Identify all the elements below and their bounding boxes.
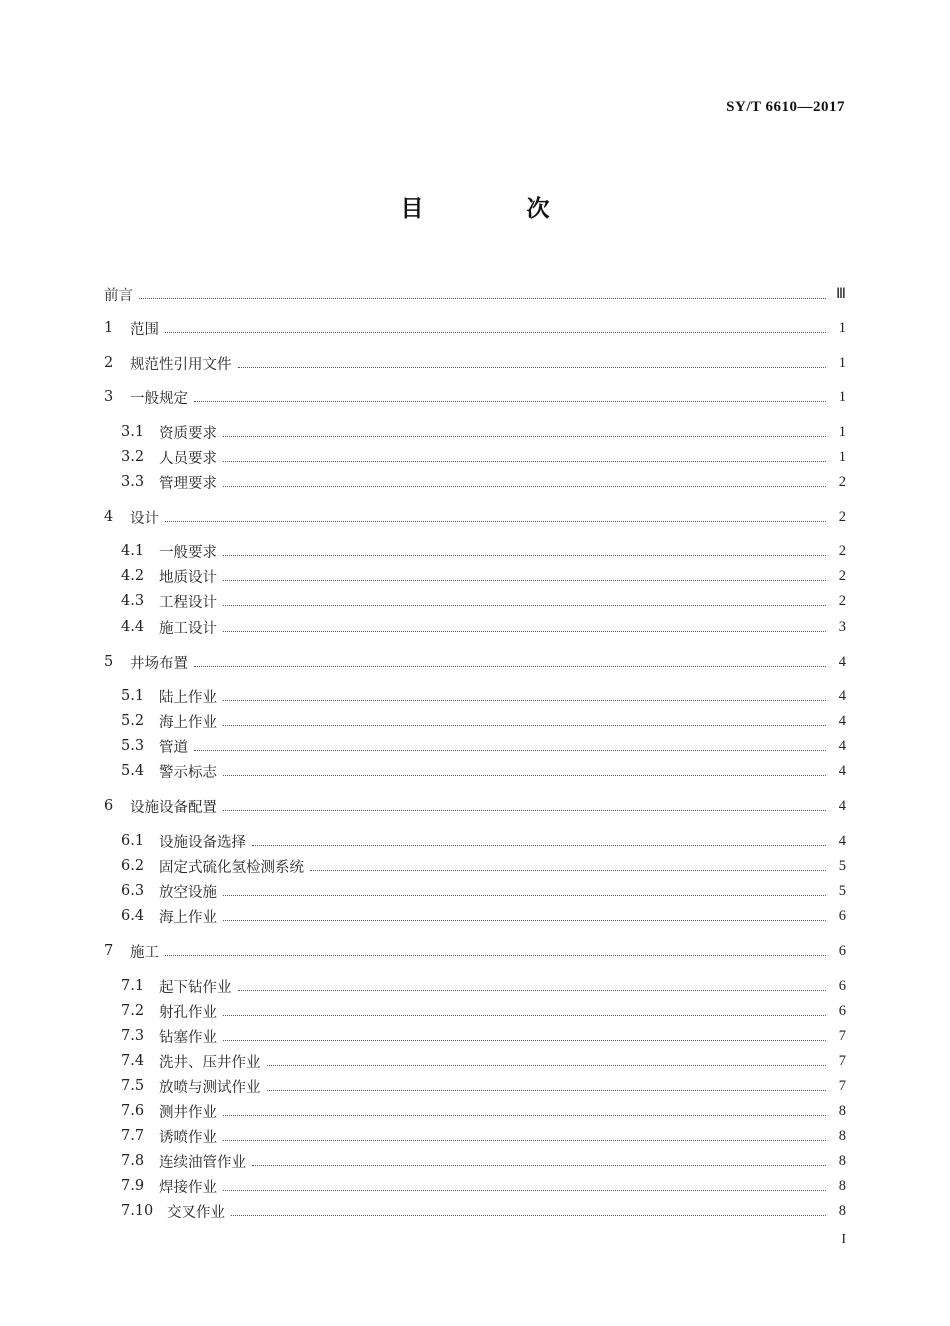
toc-entry-label: 连续油管作业 bbox=[159, 1154, 246, 1171]
dot-leader bbox=[223, 920, 826, 921]
toc-entry-label: 管道 bbox=[159, 739, 188, 756]
toc-entry-label: 测井作业 bbox=[159, 1104, 217, 1121]
page-title: 目 次 bbox=[400, 196, 590, 222]
toc-entry-page: 3 bbox=[838, 618, 846, 635]
toc-entry-label: 工程设计 bbox=[159, 594, 217, 611]
dot-leader bbox=[267, 1065, 827, 1066]
toc-entry[interactable] bbox=[104, 879, 846, 903]
toc-entry-number: 3 bbox=[104, 389, 114, 405]
toc-entry-number: 4.3 bbox=[121, 593, 145, 609]
dot-leader bbox=[252, 1165, 826, 1166]
toc-entry-page: 2 bbox=[838, 542, 846, 559]
toc-entry-label: 焊接作业 bbox=[159, 1179, 217, 1196]
toc-entry-number: 7.10 bbox=[121, 1203, 154, 1219]
dot-leader bbox=[165, 521, 826, 522]
toc-entry-number: 6.2 bbox=[121, 858, 145, 874]
toc-entry-page: 8 bbox=[838, 1127, 846, 1144]
toc-entry-label: 陆上作业 bbox=[159, 689, 217, 706]
toc-entry-label: 交叉作业 bbox=[167, 1204, 225, 1221]
toc-entry[interactable] bbox=[104, 351, 846, 375]
dot-leader bbox=[223, 1115, 826, 1116]
toc-entry[interactable] bbox=[104, 470, 846, 494]
toc-entry-number: 3.2 bbox=[121, 449, 145, 465]
toc-entry[interactable] bbox=[104, 734, 846, 758]
toc-entry-label: 放空设施 bbox=[159, 884, 217, 901]
toc-entry-page: 7 bbox=[838, 1052, 846, 1069]
toc-entry-label: 范围 bbox=[130, 321, 159, 338]
dot-leader bbox=[223, 436, 826, 437]
toc-entry-label: 设施设备选择 bbox=[159, 834, 246, 851]
toc-entry-page: Ⅲ bbox=[836, 285, 846, 302]
toc-entry-page: 5 bbox=[838, 882, 846, 899]
toc-entry[interactable] bbox=[104, 445, 846, 469]
toc-entry[interactable] bbox=[104, 316, 846, 340]
toc-entry-number: 7.7 bbox=[121, 1128, 145, 1144]
toc-entry[interactable] bbox=[104, 974, 846, 998]
toc-entry[interactable] bbox=[104, 385, 846, 409]
toc-entry-page: 4 bbox=[838, 797, 846, 814]
toc-entry-page: 1 bbox=[838, 448, 846, 465]
toc-entry[interactable] bbox=[104, 1149, 846, 1173]
toc-entry[interactable] bbox=[104, 684, 846, 708]
toc-entry-label: 诱喷作业 bbox=[159, 1129, 217, 1146]
toc-entry-page: 4 bbox=[838, 737, 846, 754]
toc-entry-page: 6 bbox=[838, 907, 846, 924]
dot-leader bbox=[252, 845, 826, 846]
dot-leader bbox=[194, 666, 826, 667]
dot-leader bbox=[223, 461, 826, 462]
toc-entry-number: 4.2 bbox=[121, 568, 145, 584]
toc-entry-page: 4 bbox=[838, 762, 846, 779]
toc-entry-number: 6 bbox=[104, 798, 114, 814]
toc-entry[interactable] bbox=[104, 1024, 846, 1048]
toc-entry-label: 射孔作业 bbox=[159, 1004, 217, 1021]
dot-leader bbox=[223, 631, 826, 632]
toc-entry[interactable] bbox=[104, 854, 846, 878]
toc-entry-number: 7.5 bbox=[121, 1078, 145, 1094]
toc-entry-number: 1 bbox=[104, 320, 114, 336]
toc-entry-page: 1 bbox=[838, 388, 846, 405]
dot-leader bbox=[238, 990, 827, 991]
toc-entry-number: 5.2 bbox=[121, 713, 145, 729]
toc-entry-number: 5 bbox=[104, 654, 114, 670]
toc-entry[interactable] bbox=[104, 709, 846, 733]
dot-leader bbox=[223, 895, 826, 896]
toc-entry-label: 人员要求 bbox=[159, 450, 217, 467]
toc-entry-page: 6 bbox=[838, 977, 846, 994]
toc-entry-number: 7.8 bbox=[121, 1153, 145, 1169]
toc-entry-label: 海上作业 bbox=[159, 909, 217, 926]
toc-entry-number: 6.1 bbox=[121, 833, 145, 849]
toc-entry[interactable] bbox=[104, 505, 846, 529]
toc-entry-number: 4.4 bbox=[121, 619, 145, 635]
dot-leader bbox=[223, 1140, 826, 1141]
dot-leader bbox=[223, 700, 826, 701]
dot-leader bbox=[310, 870, 826, 871]
toc-entry-label: 洗井、压井作业 bbox=[159, 1054, 261, 1071]
toc-entry[interactable] bbox=[104, 759, 846, 783]
toc-entry-label: 井场布置 bbox=[130, 655, 188, 672]
toc-entry-page: 8 bbox=[838, 1202, 846, 1219]
toc-entry[interactable] bbox=[104, 420, 846, 444]
toc-entry-label: 一般要求 bbox=[159, 544, 217, 561]
dot-leader bbox=[194, 750, 826, 751]
toc-entry-label: 固定式硫化氢检测系统 bbox=[159, 859, 304, 876]
toc-entry[interactable] bbox=[104, 999, 846, 1023]
toc-entry-number: 7 bbox=[104, 943, 114, 959]
toc-entry[interactable] bbox=[104, 650, 846, 674]
dot-leader bbox=[223, 555, 826, 556]
toc-entry[interactable] bbox=[104, 282, 846, 306]
dot-leader bbox=[194, 401, 826, 402]
toc-entry-number: 3.1 bbox=[121, 424, 145, 440]
toc-entry-page: 6 bbox=[838, 942, 846, 959]
toc-entry-page: 6 bbox=[838, 1002, 846, 1019]
toc-entry-label: 警示标志 bbox=[159, 764, 217, 781]
toc-entry-page: 7 bbox=[838, 1027, 846, 1044]
toc-entry-page: 4 bbox=[838, 712, 846, 729]
toc-entry[interactable] bbox=[104, 615, 846, 639]
toc-entry-label: 规范性引用文件 bbox=[130, 356, 232, 373]
toc-entry-number: 6.4 bbox=[121, 908, 145, 924]
toc-entry-label: 起下钻作业 bbox=[159, 979, 232, 996]
toc-entry-label: 设计 bbox=[130, 510, 159, 527]
toc-entry-label: 海上作业 bbox=[159, 714, 217, 731]
toc-entry-number: 4 bbox=[104, 509, 114, 525]
toc-entry-number: 7.4 bbox=[121, 1053, 145, 1069]
toc-entry-label: 资质要求 bbox=[159, 425, 217, 442]
toc-entry-number: 7.2 bbox=[121, 1003, 145, 1019]
toc-entry-page: 4 bbox=[838, 687, 846, 704]
toc-entry-label: 施工 bbox=[130, 944, 159, 961]
toc-entry[interactable] bbox=[104, 904, 846, 928]
toc-entry-label: 一般规定 bbox=[130, 390, 188, 407]
dot-leader bbox=[223, 605, 826, 606]
dot-leader bbox=[139, 298, 826, 299]
toc-entry-page: 7 bbox=[838, 1077, 846, 1094]
toc-entry-page: 1 bbox=[838, 423, 846, 440]
toc-entry-number: 7.6 bbox=[121, 1103, 145, 1119]
toc-entry-label: 地质设计 bbox=[159, 569, 217, 586]
toc-entry-number: 2 bbox=[104, 355, 114, 371]
toc-entry-label: 前言 bbox=[104, 287, 133, 304]
dot-leader bbox=[223, 725, 826, 726]
toc-entry-label: 管理要求 bbox=[159, 475, 217, 492]
toc-entry-page: 4 bbox=[838, 653, 846, 670]
dot-leader bbox=[223, 1040, 826, 1041]
toc-entry[interactable] bbox=[104, 829, 846, 853]
toc-entry[interactable] bbox=[104, 939, 846, 963]
toc-entry-label: 钻塞作业 bbox=[159, 1029, 217, 1046]
dot-leader bbox=[223, 1015, 826, 1016]
toc-entry-page: 8 bbox=[838, 1152, 846, 1169]
dot-leader bbox=[223, 1190, 826, 1191]
toc-entry-number: 4.1 bbox=[121, 543, 145, 559]
toc-entry[interactable] bbox=[104, 564, 846, 588]
toc-entry-number: 5.3 bbox=[121, 738, 145, 754]
toc-entry[interactable] bbox=[104, 1199, 846, 1223]
toc-entry-page: 1 bbox=[838, 319, 846, 336]
toc-entry-page: 4 bbox=[838, 832, 846, 849]
dot-leader bbox=[223, 486, 826, 487]
dot-leader bbox=[231, 1215, 826, 1216]
toc-entry-page: 2 bbox=[838, 592, 846, 609]
toc-entry-page: 2 bbox=[838, 567, 846, 584]
toc-entry-label: 施工设计 bbox=[159, 620, 217, 637]
toc-entry-page: 5 bbox=[838, 857, 846, 874]
toc-entry[interactable] bbox=[104, 1074, 846, 1098]
dot-leader bbox=[165, 955, 826, 956]
dot-leader bbox=[165, 332, 826, 333]
toc-entry-number: 6.3 bbox=[121, 883, 145, 899]
dot-leader bbox=[267, 1090, 827, 1091]
toc-entry-page: 1 bbox=[838, 354, 846, 371]
toc-entry-number: 7.1 bbox=[121, 978, 145, 994]
toc-entry[interactable] bbox=[104, 1099, 846, 1123]
toc-entry-label: 设施设备配置 bbox=[130, 799, 217, 816]
dot-leader bbox=[223, 810, 826, 811]
toc-entry-number: 3.3 bbox=[121, 474, 145, 490]
toc-entry[interactable] bbox=[104, 1124, 846, 1148]
toc-entry-number: 5.4 bbox=[121, 763, 145, 779]
toc-entry[interactable] bbox=[104, 1174, 846, 1198]
dot-leader bbox=[223, 580, 826, 581]
dot-leader bbox=[238, 367, 827, 368]
toc-entry-label: 放喷与测试作业 bbox=[159, 1079, 261, 1096]
toc-entry-page: 8 bbox=[838, 1177, 846, 1194]
toc-entry-number: 7.3 bbox=[121, 1028, 145, 1044]
toc-entry[interactable] bbox=[104, 589, 846, 613]
toc-entry[interactable] bbox=[104, 539, 846, 563]
toc-entry[interactable] bbox=[104, 1049, 846, 1073]
standard-code: SY/T 6610—2017 bbox=[726, 99, 845, 115]
toc-entry-page: 8 bbox=[838, 1102, 846, 1119]
page-number: I bbox=[841, 1232, 846, 1247]
toc-entry-page: 2 bbox=[838, 473, 846, 490]
toc-entry-page: 2 bbox=[838, 508, 846, 525]
dot-leader bbox=[223, 775, 826, 776]
toc-entry[interactable] bbox=[104, 794, 846, 818]
toc-entry-number: 5.1 bbox=[121, 688, 145, 704]
toc-entry-number: 7.9 bbox=[121, 1178, 145, 1194]
